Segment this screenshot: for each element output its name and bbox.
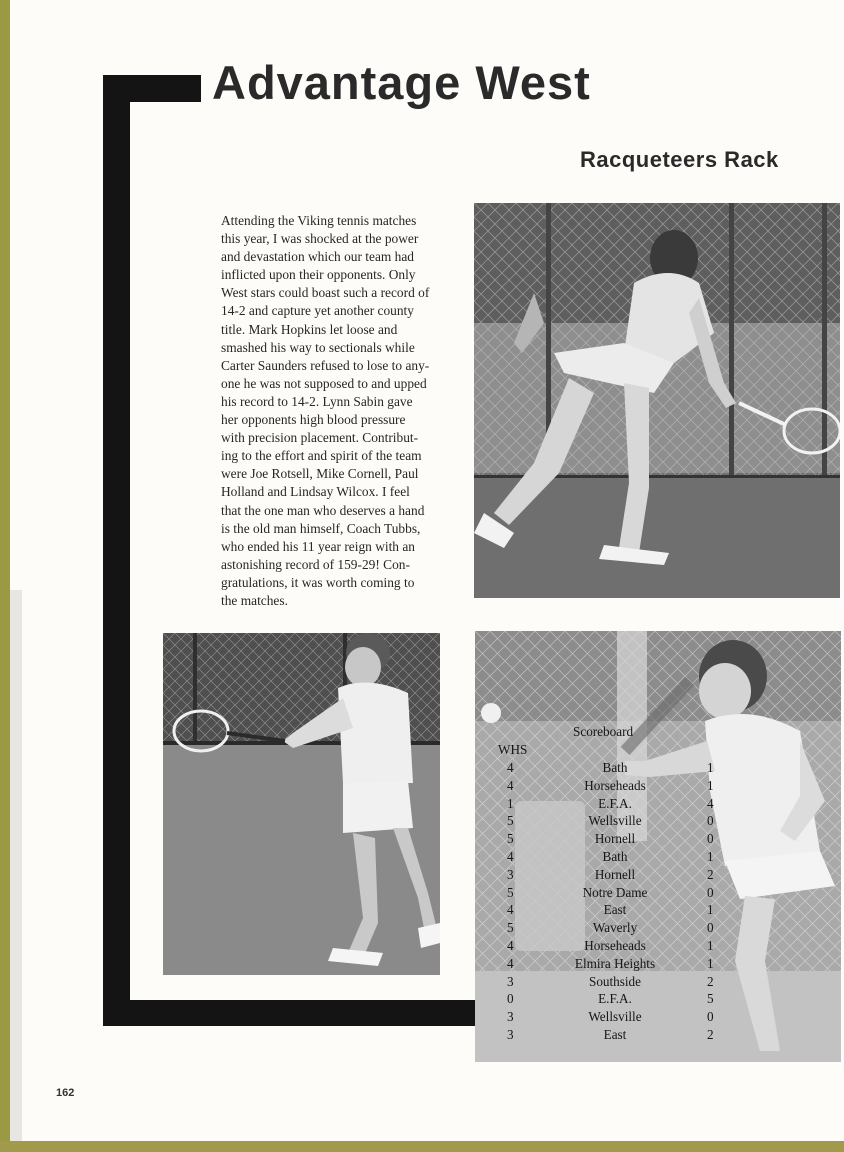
opponent-name: E.F.A.	[598, 795, 632, 811]
opponent-name: Hornell	[594, 831, 636, 847]
opponent-score: 0	[707, 1009, 714, 1025]
opponent-name: Bath	[602, 760, 628, 775]
article-line: the matches.	[221, 592, 288, 608]
opponent-score: 1	[707, 955, 714, 971]
frame-bar-vertical	[103, 75, 130, 1026]
scoreboard-row	[475, 974, 841, 992]
opponent-score: 1	[707, 902, 714, 918]
scoreboard-row	[475, 813, 841, 831]
scoreboard-row	[475, 902, 841, 920]
opponent-name: Horseheads	[584, 777, 646, 793]
scoreboard-row	[475, 1027, 841, 1045]
scoreboard-row	[475, 885, 841, 903]
opponent-name: Bath	[602, 849, 628, 864]
article-line: Carter Saunders refused to lose to any-	[221, 357, 430, 373]
photo-player-forehand	[474, 203, 840, 598]
whs-score: 4	[507, 902, 514, 918]
opponent-name: Horseheads	[584, 938, 646, 953]
frame-bar-top	[103, 75, 201, 102]
article-line: Attending the Viking tennis matches	[221, 213, 417, 228]
article-line: smashed his way to sectionals while	[221, 339, 415, 355]
page-subtitle: Racqueteers Rack	[580, 147, 779, 172]
article-line: astonishing record of 159-29! Con-	[221, 556, 410, 572]
opponent-name: Hornell	[594, 866, 636, 882]
opponent-name: Wellsville	[588, 1009, 642, 1025]
whs-score: 4	[507, 955, 514, 971]
article-line: title. Mark Hopkins let loose and	[221, 321, 398, 337]
whs-score: 4	[507, 938, 514, 953]
article-line: her opponents high blood pressure	[221, 412, 406, 428]
article-line: inflicted upon their opponents. Only	[221, 267, 416, 283]
scoreboard-row	[475, 778, 841, 796]
opponent-score: 2	[707, 866, 714, 882]
article-line: who ended his 11 year reign with an	[221, 538, 415, 554]
scoreboard-title: Scoreboard	[573, 724, 634, 739]
article-line: with precision placement. Contribut-	[221, 430, 419, 446]
article-line: were Joe Rotsell, Mike Cornell, Paul	[221, 466, 419, 482]
opponent-score: 1	[707, 938, 714, 953]
opponent-score: 1	[707, 760, 714, 775]
whs-score: 4	[507, 777, 514, 793]
scoreboard	[475, 722, 841, 1062]
opponent-name: East	[603, 1027, 627, 1042]
article-line: gratulations, it was worth coming to	[221, 574, 415, 590]
page-bottom-edge	[0, 1141, 844, 1152]
article-line: 14-2 and capture yet another county	[221, 303, 414, 319]
article-line: is the old man himself, Coach Tubbs,	[221, 520, 421, 536]
opponent-score: 0	[707, 884, 714, 900]
opponent-name: Waverly	[592, 920, 638, 936]
whs-score: 4	[507, 849, 514, 864]
opponent-score: 0	[707, 813, 714, 829]
page-edge	[0, 0, 10, 1152]
whs-score: 5	[507, 831, 514, 847]
scoreboard-row	[475, 867, 841, 885]
article-line: this year, I was shocked at the power	[221, 231, 419, 247]
whs-score: 4	[507, 760, 514, 775]
frame-bar-bottom	[103, 1000, 475, 1026]
scoreboard-row	[475, 991, 841, 1009]
article-line: and devastation which our team had	[221, 249, 414, 265]
whs-score: 1	[507, 795, 514, 811]
article-line: one he was not supposed to and upped	[221, 375, 427, 391]
whs-score: 5	[507, 884, 514, 900]
opponent-score: 0	[707, 831, 714, 847]
opponent-name: East	[603, 902, 627, 918]
article-line: ing to the effort and spirit of the team	[221, 448, 422, 464]
opponent-name: Southside	[588, 973, 642, 989]
opponent-score: 1	[707, 777, 714, 793]
scoreboard-row	[475, 956, 841, 974]
scoreboard-row	[475, 831, 841, 849]
opponent-score: 0	[707, 920, 714, 936]
opponent-score: 2	[707, 973, 714, 989]
scoreboard-row	[475, 1009, 841, 1027]
article-line: Holland and Lindsay Wilcox. I feel	[221, 484, 410, 500]
binding-gutter	[10, 590, 22, 1141]
article-line: West stars could boast such a record of	[221, 285, 430, 301]
scoreboard-row	[475, 760, 841, 778]
whs-score: 5	[507, 920, 514, 936]
scoreboard-row	[475, 796, 841, 814]
photo-player-volley	[163, 633, 440, 975]
scoreboard-row	[475, 849, 841, 867]
opponent-name: Notre Dame	[582, 884, 648, 900]
whs-score: 3	[507, 973, 514, 989]
whs-score: 0	[507, 991, 514, 1007]
opponent-score: 1	[707, 849, 714, 864]
opponent-name: E.F.A.	[598, 991, 632, 1007]
opponent-score: 5	[707, 991, 714, 1007]
whs-score: 5	[507, 813, 514, 829]
scoreboard-home-label: WHS	[498, 742, 528, 757]
page-title: Advantage West	[212, 56, 591, 109]
article-text	[221, 212, 461, 610]
page-number: 162	[56, 1087, 75, 1099]
opponent-score: 4	[707, 795, 714, 811]
whs-score: 3	[507, 866, 514, 882]
scoreboard-row	[475, 938, 841, 956]
article-line: his record to 14-2. Lynn Sabin gave	[221, 393, 413, 409]
article-line: that the one man who deserves a hand	[221, 502, 425, 518]
scoreboard-row	[475, 920, 841, 938]
opponent-name: Wellsville	[588, 813, 642, 829]
whs-score: 3	[507, 1027, 514, 1042]
opponent-name: Elmira Heights	[574, 955, 656, 971]
opponent-score: 2	[707, 1027, 714, 1042]
whs-score: 3	[507, 1009, 514, 1025]
